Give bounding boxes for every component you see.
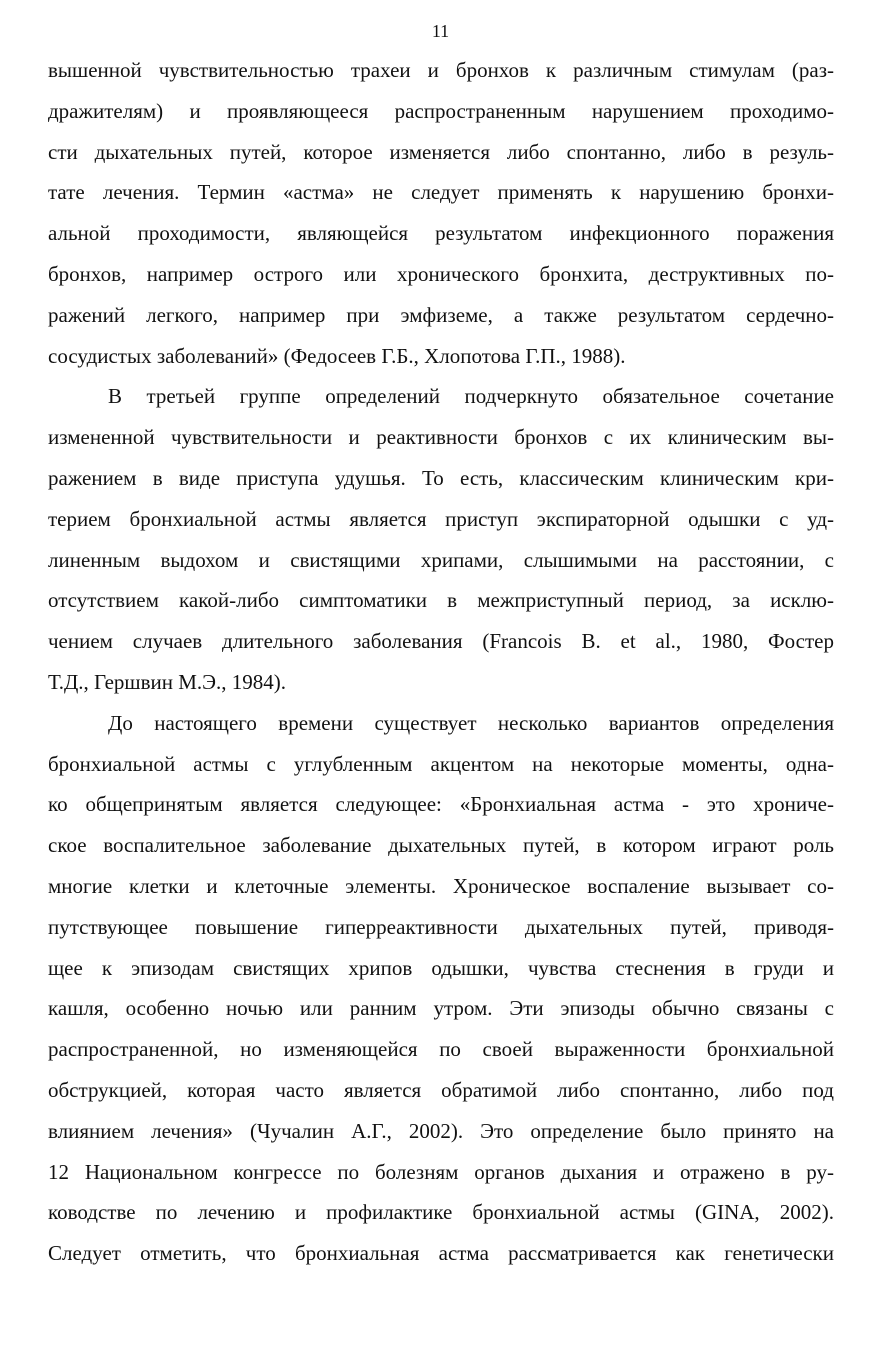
text-line: ражением в виде приступа удушья. То есть, классическим клиническим кри- (48, 465, 834, 490)
text-line: путствующее повышение гиперреактивности дыхательных путей, приводя- (48, 914, 834, 939)
document-body (48, 50, 834, 1274)
page-number: 11 (431, 21, 450, 41)
text-line: измененной чувствительности и реактивности бронхов с их клиническим вы- (48, 425, 834, 450)
text-line: ководстве по лечению и профилактике бронхиальной астмы (GINA, 2002). (48, 1200, 834, 1225)
text-line: сосудистых заболеваний» (Федосеев Г.Б., Хлопотова Г.П., 1988). (48, 343, 626, 368)
text-line: 12 Национальном конгрессе по болезням органов дыхания и отражено в ру- (48, 1159, 834, 1184)
paragraph (48, 376, 834, 702)
paragraph (48, 703, 834, 1274)
text-line: дражителям) и проявляющееся распространенным нарушением проходимо- (48, 98, 834, 123)
text-line: Т.Д., Гершвин М.Э., 1984). (48, 669, 287, 694)
text-line: многие клетки и клеточные элементы. Хроническое воспаление вызывает со- (48, 873, 834, 898)
text-line: Следует отметить, что бронхиальная астма рассматривается как генетически (48, 1241, 834, 1266)
text-line: вышенной чувствительностью трахеи и бронхов к различным стимулам (раз- (48, 58, 834, 82)
text-line: линенным выдохом и свистящими хрипами, слышимыми на расстоянии, с (48, 547, 834, 572)
text-line: В третьей группе определений подчеркнуто обязательное сочетание (108, 384, 834, 409)
text-line: чением случаев длительного заболевания (Francois B. et al., 1980, Фостер (48, 629, 834, 654)
paragraph (48, 50, 834, 376)
text-line: До настоящего времени существует несколько вариантов определения (108, 710, 834, 735)
text-line: бронхов, например острого или хронического бронхита, деструктивных по- (48, 261, 834, 286)
text-line: отсутствием какой-либо симптоматики в межприступный период, за исклю- (48, 588, 834, 613)
text-line: ко общепринятым является следующее: «Бронхиальная астма - это хрониче- (48, 792, 834, 817)
text-line: ское воспалительное заболевание дыхательных путей, в котором играют роль (48, 833, 834, 858)
text-line: ражений легкого, например при эмфиземе, а также результатом сердечно- (48, 302, 834, 327)
text-line: сти дыхательных путей, которое изменяется либо спонтанно, либо в резуль- (48, 139, 834, 164)
text-line: альной проходимости, являющейся результатом инфекционного поражения (48, 221, 834, 246)
text-line: кашля, особенно ночью или ранним утром. Эти эпизоды обычно связаны с (48, 996, 834, 1021)
text-line: влиянием лечения» (Чучалин А.Г., 2002). Это определение было принято на (48, 1118, 834, 1143)
text-line: тате лечения. Термин «астма» не следует применять к нарушению бронхи- (48, 180, 834, 205)
text-line: щее к эпизодам свистящих хрипов одышки, чувства стеснения в груди и (48, 955, 834, 980)
text-line: распространенной, но изменяющейся по своей выраженности бронхиальной (48, 1037, 834, 1062)
text-line: терием бронхиальной астмы является приступ экспираторной одышки с уд- (48, 506, 834, 531)
text-line: бронхиальной астмы с углубленным акцентом на некоторые моменты, одна- (48, 751, 834, 776)
text-line: обструкцией, которая часто является обратимой либо спонтанно, либо под (48, 1077, 834, 1102)
